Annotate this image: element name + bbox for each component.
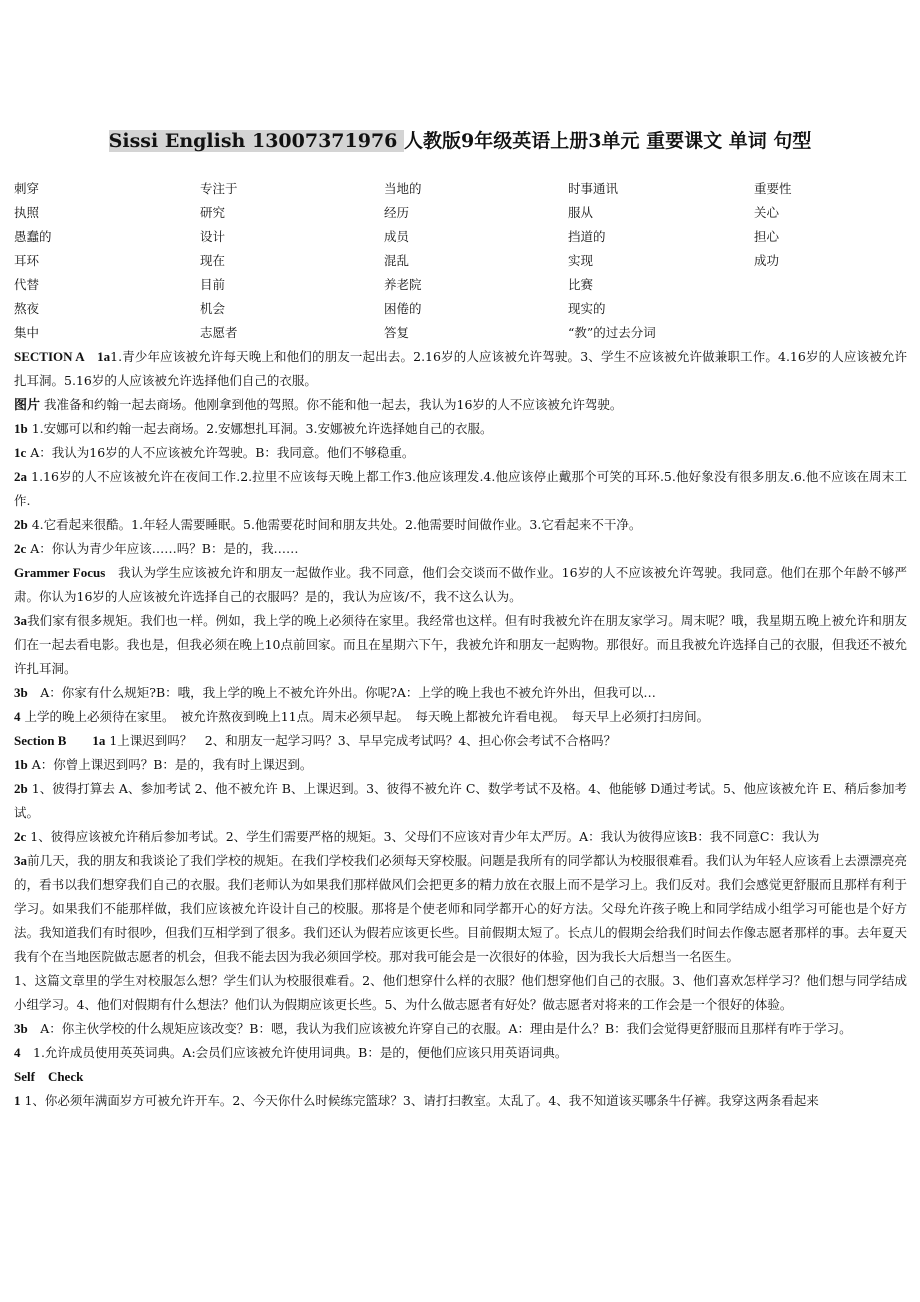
vocab-row	[14, 272, 914, 296]
document-title	[0, 126, 920, 153]
paragraph-text: A：我认为16岁的人不应该被允许驾驶。B：我同意。他们不够稳重。	[26, 445, 415, 460]
paragraph-text: 1、彼得应该被允许稍后参加考试。2、学生们需要严格的规矩。3、父母们不应该对青少年太严厉。A：我认为彼得应该B：我不同意C：我认为	[26, 829, 820, 844]
paragraph	[14, 417, 907, 441]
vocab-word: 混乱	[384, 253, 410, 268]
vocab-row	[14, 200, 914, 224]
vocab-word: 专注于	[200, 181, 238, 196]
vocab-row	[14, 296, 914, 320]
section-label: 3a	[14, 613, 27, 628]
paragraph	[14, 345, 907, 393]
section-label: 1	[14, 1093, 21, 1108]
title-highlight: Sissi English 13007371976	[108, 130, 405, 152]
section-label: 2b	[14, 781, 28, 796]
paragraph-text: 我们家有很多规矩。我们也一样。例如，我上学的晚上必须待在家里。我经常也这样。但有时我被允许在朋友家学习。周末呢？哦，我星期五晚上被允许和朋友们在一起去看电影。我也是，但我必须在晚上10点前回家。而且在星期六下午，我被允许和朋友一起购物。那很好。而且我被允许选择自己的衣服，但我还不被允许扎耳洞。	[14, 613, 907, 676]
vocabulary-table	[14, 176, 914, 344]
vocab-word: 经历	[384, 205, 410, 220]
vocab-word: 当地的	[384, 181, 422, 196]
paragraph-text: 1、这篇文章里的学生对校服怎么想？学生们认为校服很难看。2、他们想穿什么样的衣服？他们想穿他们自己的衣服。3、他们喜欢怎样学习？他们想与同学结成小组学习。4、他们对假期有什么想法？他们认为假期应该更长些。5、为什么做志愿者有好处？做志愿者对将来的工作会是一个很好的体验。	[14, 973, 907, 1012]
paragraph	[14, 849, 907, 969]
vocab-word: 耳环	[14, 253, 40, 268]
paragraph	[14, 969, 907, 1017]
paragraph-text: 前几天，我的朋友和我谈论了我们学校的规矩。在我们学校我们必须每天穿校服。问题是我所有的同学都认为校服很难看。我们认为年轻人应该看上去漂漂亮亮的，看书以我们想穿我们自己的衣服。我们老师认为如果我们那样做风们会把更多的精力放在衣服上而不是学习上。我们反对。我们会感觉更舒服而且那样有利于学习。如果我们不能那样做，我们应该被允许设计自己的校服。那将是个使老师和同学都开心的好方法。父母允许孩子晚上和同学结成小组学习可能也是个好方法。我知道我们有时很吵，但我们互相学到了很多。我们还认为假若应该更长些。目前假期太短了。长点儿的假期会给我们时间去作像志愿者那样的事。去年夏天我有个在当地医院做志愿者的机会，但我不能去因为我必须回学校。那对我可能会是一次很好的体验，因为我长大后想当一名医生。	[14, 853, 907, 964]
paragraph-text: 1.青少年应该被允许每天晚上和他们的朋友一起出去。2.16岁的人应该被允许驾驶。3、学生不应该被允许做兼职工作。4.16岁的人应该被允许扎耳洞。5.16岁的人应该被允许选择他们自己的衣服。	[14, 349, 907, 388]
section-label: SECTION A 1a	[14, 349, 111, 364]
paragraph	[14, 705, 907, 729]
vocab-word: 目前	[200, 277, 226, 292]
vocab-row	[14, 248, 914, 272]
paragraph-text: A：你家有什么规矩?B：哦，我上学的晚上不被允许外出。你呢?A：上学的晚上我也不被允许外出，但我可以…	[27, 685, 656, 700]
paragraph	[14, 681, 907, 705]
section-label: 3b	[14, 685, 28, 700]
paragraph	[14, 561, 907, 609]
section-label: 4	[14, 1045, 21, 1060]
section-label: 4	[14, 709, 21, 724]
paragraph	[14, 513, 907, 537]
vocab-word: 比赛	[568, 277, 594, 292]
paragraph	[14, 537, 907, 561]
vocab-word: “教”的过去分词	[568, 325, 656, 340]
paragraph	[14, 777, 907, 825]
paragraph-text: 我准备和约翰一起去商场。他刚拿到他的驾照。你不能和他一起去，我认为16岁的人不应该被允许驾驶。	[40, 397, 623, 412]
paragraph-text: 我认为学生应该被允许和朋友一起做作业。我不同意，他们会交谈而不做作业。16岁的人不应该被允许驾驶。我同意。他们在那个年龄不够严肃。你认为16岁的人应该被允许选择自己的衣服吗？是的，我认为应该/不，我不这么认为。	[14, 565, 907, 604]
vocab-word: 困倦的	[384, 301, 422, 316]
section-label: Self Check	[14, 1069, 84, 1084]
vocab-row	[14, 224, 914, 248]
vocab-word: 成员	[384, 229, 410, 244]
paragraph	[14, 825, 907, 849]
paragraph-text: 4.它看起来很酷。1.年轻人需要睡眠。5.他需要花时间和朋友共处。2.他需要时间做作业。3.它看起来不干净。	[27, 517, 642, 532]
section-label: 1b	[14, 421, 28, 436]
paragraph-text: 1、彼得打算去 A、参加考试 2、他不被允许 B、上课迟到。3、彼得不被允许 C、数学考试不及格。4、他能够 D通过考试。5、他应该被允许 E、稍后参加考试。	[14, 781, 907, 820]
paragraph	[14, 609, 907, 681]
vocab-word: 现实的	[568, 301, 606, 316]
section-label: 2b	[14, 517, 28, 532]
vocab-word: 挡道的	[568, 229, 606, 244]
section-label: 3b	[14, 1021, 28, 1036]
section-label: 1c	[14, 445, 27, 460]
title-text: 人教版9年级英语上册3单元 重要课文 单词 句型	[404, 130, 812, 152]
paragraph-text: A：你主伙学校的什么规矩应该改变？B：嗯，我认为我们应该被允许穿自己的衣服。A：理由是什么？B：我们会觉得更舒服而且那样有咋于学习。	[27, 1021, 852, 1036]
paragraph-text: 1.允许成员使用英英词典。A:会员们应该被允许使用词典。B：是的，便他们应该只用英语词典。	[20, 1045, 568, 1060]
vocab-word: 现在	[200, 253, 226, 268]
paragraph	[14, 1065, 907, 1089]
paragraph	[14, 729, 907, 753]
vocab-row	[14, 320, 914, 344]
section-label: Section B 1a	[14, 733, 106, 748]
paragraph	[14, 1089, 907, 1113]
paragraph	[14, 465, 907, 513]
section-label: Grammer Focus	[14, 565, 106, 580]
paragraph	[14, 441, 907, 465]
section-label: 图片	[14, 397, 41, 412]
vocab-row	[14, 176, 914, 200]
vocab-word: 刺穿	[14, 181, 40, 196]
vocab-word: 熬夜	[14, 301, 40, 316]
paragraph	[14, 393, 907, 417]
vocab-word: 养老院	[384, 277, 422, 292]
vocab-word: 实现	[568, 253, 594, 268]
vocab-word: 时事通讯	[568, 181, 619, 196]
vocab-word: 担心	[754, 229, 780, 244]
vocab-word: 执照	[14, 205, 40, 220]
section-label: 1b	[14, 757, 28, 772]
section-label: 2c	[14, 829, 27, 844]
vocab-word: 研究	[200, 205, 226, 220]
vocab-word: 重要性	[754, 181, 792, 196]
section-label: 3a	[14, 853, 27, 868]
paragraph	[14, 1017, 907, 1041]
vocab-word: 愚蠢的	[14, 229, 52, 244]
paragraph	[14, 1041, 907, 1065]
vocab-word: 机会	[200, 301, 226, 316]
paragraph-text: 1.16岁的人不应该被允许在夜间工作.2.拉里不应该每天晚上都工作3.他应该理发.4.他应该停止戴那个可笑的耳环.5.他好象没有很多朋友.6.他不应该在周末工作.	[14, 469, 907, 508]
vocab-word: 设计	[200, 229, 226, 244]
paragraph-text: 1.安娜可以和约翰一起去商场。2.安娜想扎耳洞。3.安娜被允许选择她自己的衣服。	[27, 421, 493, 436]
paragraph	[14, 753, 907, 777]
vocab-word: 关心	[754, 205, 780, 220]
lesson-content	[14, 345, 907, 1113]
vocab-word: 答复	[384, 325, 410, 340]
vocab-word: 集中	[14, 325, 40, 340]
vocab-word: 代替	[14, 277, 40, 292]
vocab-word: 成功	[754, 253, 780, 268]
paragraph-text: 1、你必须年满面岁方可被允许开车。2、今天你什么时候练完篮球？3、请打扫教室。太乱了。4、我不知道该买哪条牛仔裤。我穿这两条看起来	[20, 1093, 819, 1108]
paragraph-text: 1上课迟到吗？ 2、和朋友一起学习吗？3、早早完成考试吗？4、担心你会考试不合格吗？	[105, 733, 617, 748]
paragraph-text: A：你认为青少年应该……吗？B：是的，我……	[26, 541, 299, 556]
section-label: 2c	[14, 541, 27, 556]
paragraph-text: 上学的晚上必须待在家里。 被允许熬夜到晚上11点。周末必须早起。 每天晚上都被允许看电视。 每天早上必须打扫房间。	[20, 709, 710, 724]
vocab-word: 服从	[568, 205, 594, 220]
section-label: 2a	[14, 469, 27, 484]
paragraph-text: A：你曾上课迟到吗？B：是的，我有时上课迟到。	[27, 757, 313, 772]
vocab-word: 志愿者	[200, 325, 238, 340]
